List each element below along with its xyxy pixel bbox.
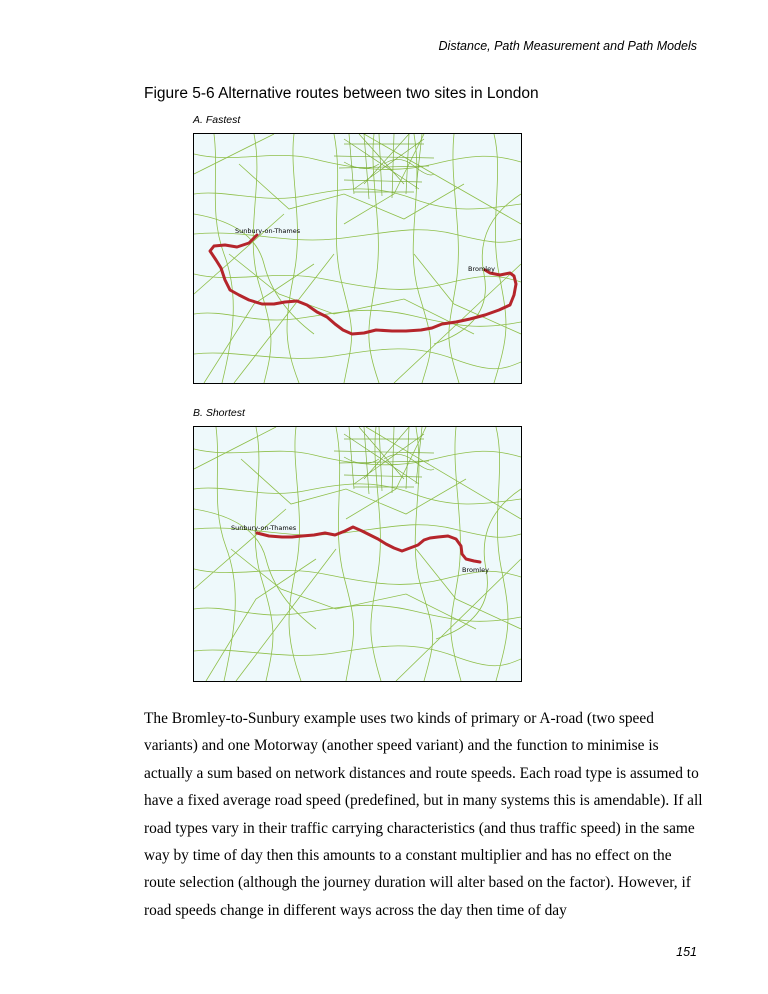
shortest-route xyxy=(257,527,480,562)
fastest-route xyxy=(210,235,516,334)
map-panel-fastest xyxy=(193,133,522,384)
running-header: Distance, Path Measurement and Path Models xyxy=(438,39,697,53)
origin-label: Sunbury-on-Thames xyxy=(235,227,301,235)
destination-label: Bromley xyxy=(462,566,489,574)
panel-b-label: B. Shortest xyxy=(193,407,245,419)
road-network xyxy=(194,427,521,681)
page-number: 151 xyxy=(676,945,697,959)
panel-a-label: A. Fastest xyxy=(193,114,241,126)
figure-caption: Figure 5-6 Alternative routes between two sites in London xyxy=(144,85,539,102)
origin-label: Sunbury-on-Thames xyxy=(231,524,297,532)
body-paragraph: The Bromley-to-Sunbury example uses two kinds of primary or A-road (two speed variants) and one Motorway (another speed variant) and the function to minimise is actually a sum based on network distances and route speeds. Each road type is assumed to have a fixed average road speed (predefined, but in many systems this is amendable). If all road types vary in their traffic carrying characteristics (and thus traffic speed) in the same way by time of day then this amounts to a constant multiplier and has no effect on the route selection (although the journey duration will alter based on the factor). However, if road speeds change in different ways across the day then time of day xyxy=(144,710,703,919)
destination-label: Bromley xyxy=(468,265,495,273)
map-fastest-svg xyxy=(194,134,521,383)
map-shortest-svg xyxy=(194,427,521,681)
map-panel-shortest xyxy=(193,426,522,682)
road-network xyxy=(194,134,521,383)
